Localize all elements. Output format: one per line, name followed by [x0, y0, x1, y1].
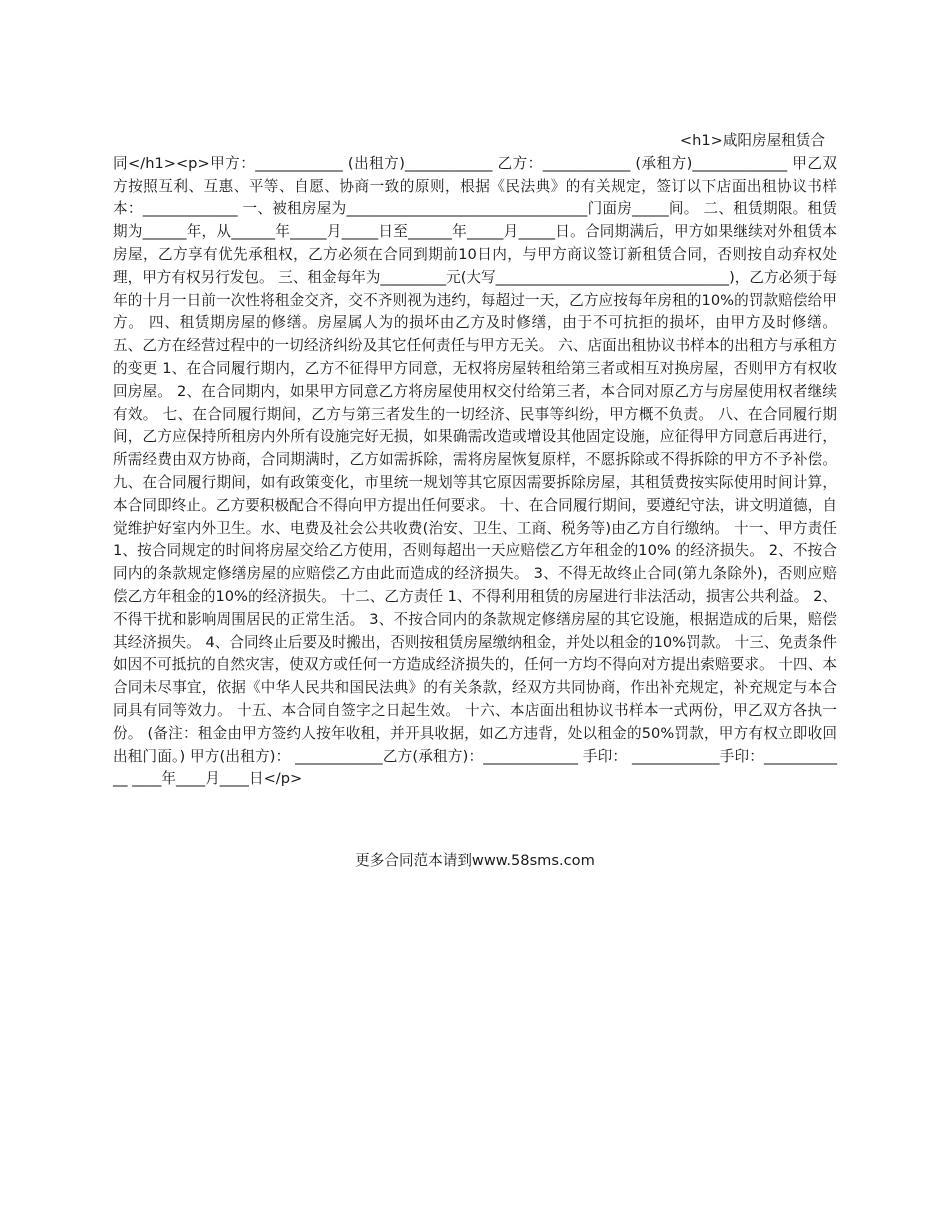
heading-line: <h1>咸阳房屋租赁合	[679, 132, 825, 149]
footer-note: 更多合同范本请到www.58sms.com	[355, 852, 595, 869]
document-page	[113, 130, 842, 791]
contract-text: 同</h1><p>甲方：____________ (出租方)____________ 乙方：____________ (承租方)_____________ 甲乙双方按照互利、互惠、平等、自愿、协商一致的原则，根据《民法典》的有关规定，签订以下店面出租协议书样本：_____________ 一、被租房屋为_________________________________门面房_____间。 二、租赁期限。租赁期为______年，从______年_____月_____日至______年_____月_____日。合同期满后，甲方如果继续对外租赁本房屋，乙方享有优先承租权，乙方必须在合同到期前10日内，与甲方商议签订新租赁合同，否则按自动弃权处理，甲方有权另行发包。 三、租金每年为_________元(大写________________________________)，乙方必须于每年的十月一日前一次性将租金交齐，交不齐则视为违约，每超过一天，乙方应按每年房租的10%的罚款赔偿给甲方。 四、租赁期房屋的修缮。房屋属人为的损坏由乙方及时修缮，由于不可抗拒的损坏，由甲方及时修缮。 五、乙方在经营过程中的一切经济纠纷及其它任何责任与甲方无关。 六、店面出租协议书样本的出租方与承租方的变更 1、在合同履行期内，乙方不征得甲方同意，无权将房屋转租给第三者或相互对换房屋，否则甲方有权收回房屋。 2、在合同期内，如果甲方同意乙方将房屋使用权交付给第三者，本合同对原乙方与房屋使用权者继续有效。 七、在合同履行期间，乙方与第三者发生的一切经济、民事等纠纷，甲方概不负责。 八、在合同履行期间，乙方应保持所租房内外所有设施完好无损，如果确需改造或增设其他固定设施，应征得甲方同意后再进行，所需经费由双方协商，合同期满时，乙方如需拆除，需将房屋恢复原样，不愿拆除或不得拆除的甲方不予补偿。 九、在合同履行期间，如有政策变化，市里统一规划等其它原因需要拆除房屋，其租赁费按实际使用时间计算，本合同即终止。乙方要积极配合不得向甲方提出任何要求。 十、在合同履行期间，要遵纪守法，讲文明道德，自觉维护好室内外卫生。水、电费及社会公共收费(治安、卫生、工商、税务等)由乙方自行缴纳。 十一、甲方责任 1、按合同规定的时间将房屋交给乙方使用，否则每超出一天应赔偿乙方年租金的10% 的经济损失。 2、不按合同内的条款规定修缮房屋的应赔偿乙方由此而造成的经济损失。 3、不得无故终止合同(第九条除外)，否则应赔偿乙方年租金的10%的经济损失。 十二、乙方责任 1、不得利用租赁的房屋进行非法活动，损害公共利益。 2、不得干扰和影响周围居民的正常生活。 3、不按合同内的条款规定修缮房屋的其它设施，根据造成的后果，赔偿其经济损失。 4、合同终止后要及时搬出，否则按租赁房屋缴纳租金，并处以租金的10%罚款。 十三、免责条件 如因不可抵抗的自然灾害，使双方或任何一方造成经济损失的，任何一方均不得向对方提出索赔要求。 十四、本合同未尽事宜，依据《中华人民共和国民法典》的有关条款，经双方共同协商，作出补充规定，补充规定与本合同具有同等效力。 十五、本合同自签字之日起生效。 十六、本店面出租协议书样本一式两份，甲乙双方各执一份。 (备注：租金由甲方签约人按年收租，并开具收据，如乙方违背，处以租金的50%罚款，甲方有权立即收回出租门面。) 甲方(出租方)： ____________乙方(承租方)：_____________ 手印： ____________手印：____________ ____年____月____日</p>	[113, 154, 842, 788]
document-body	[113, 130, 842, 791]
